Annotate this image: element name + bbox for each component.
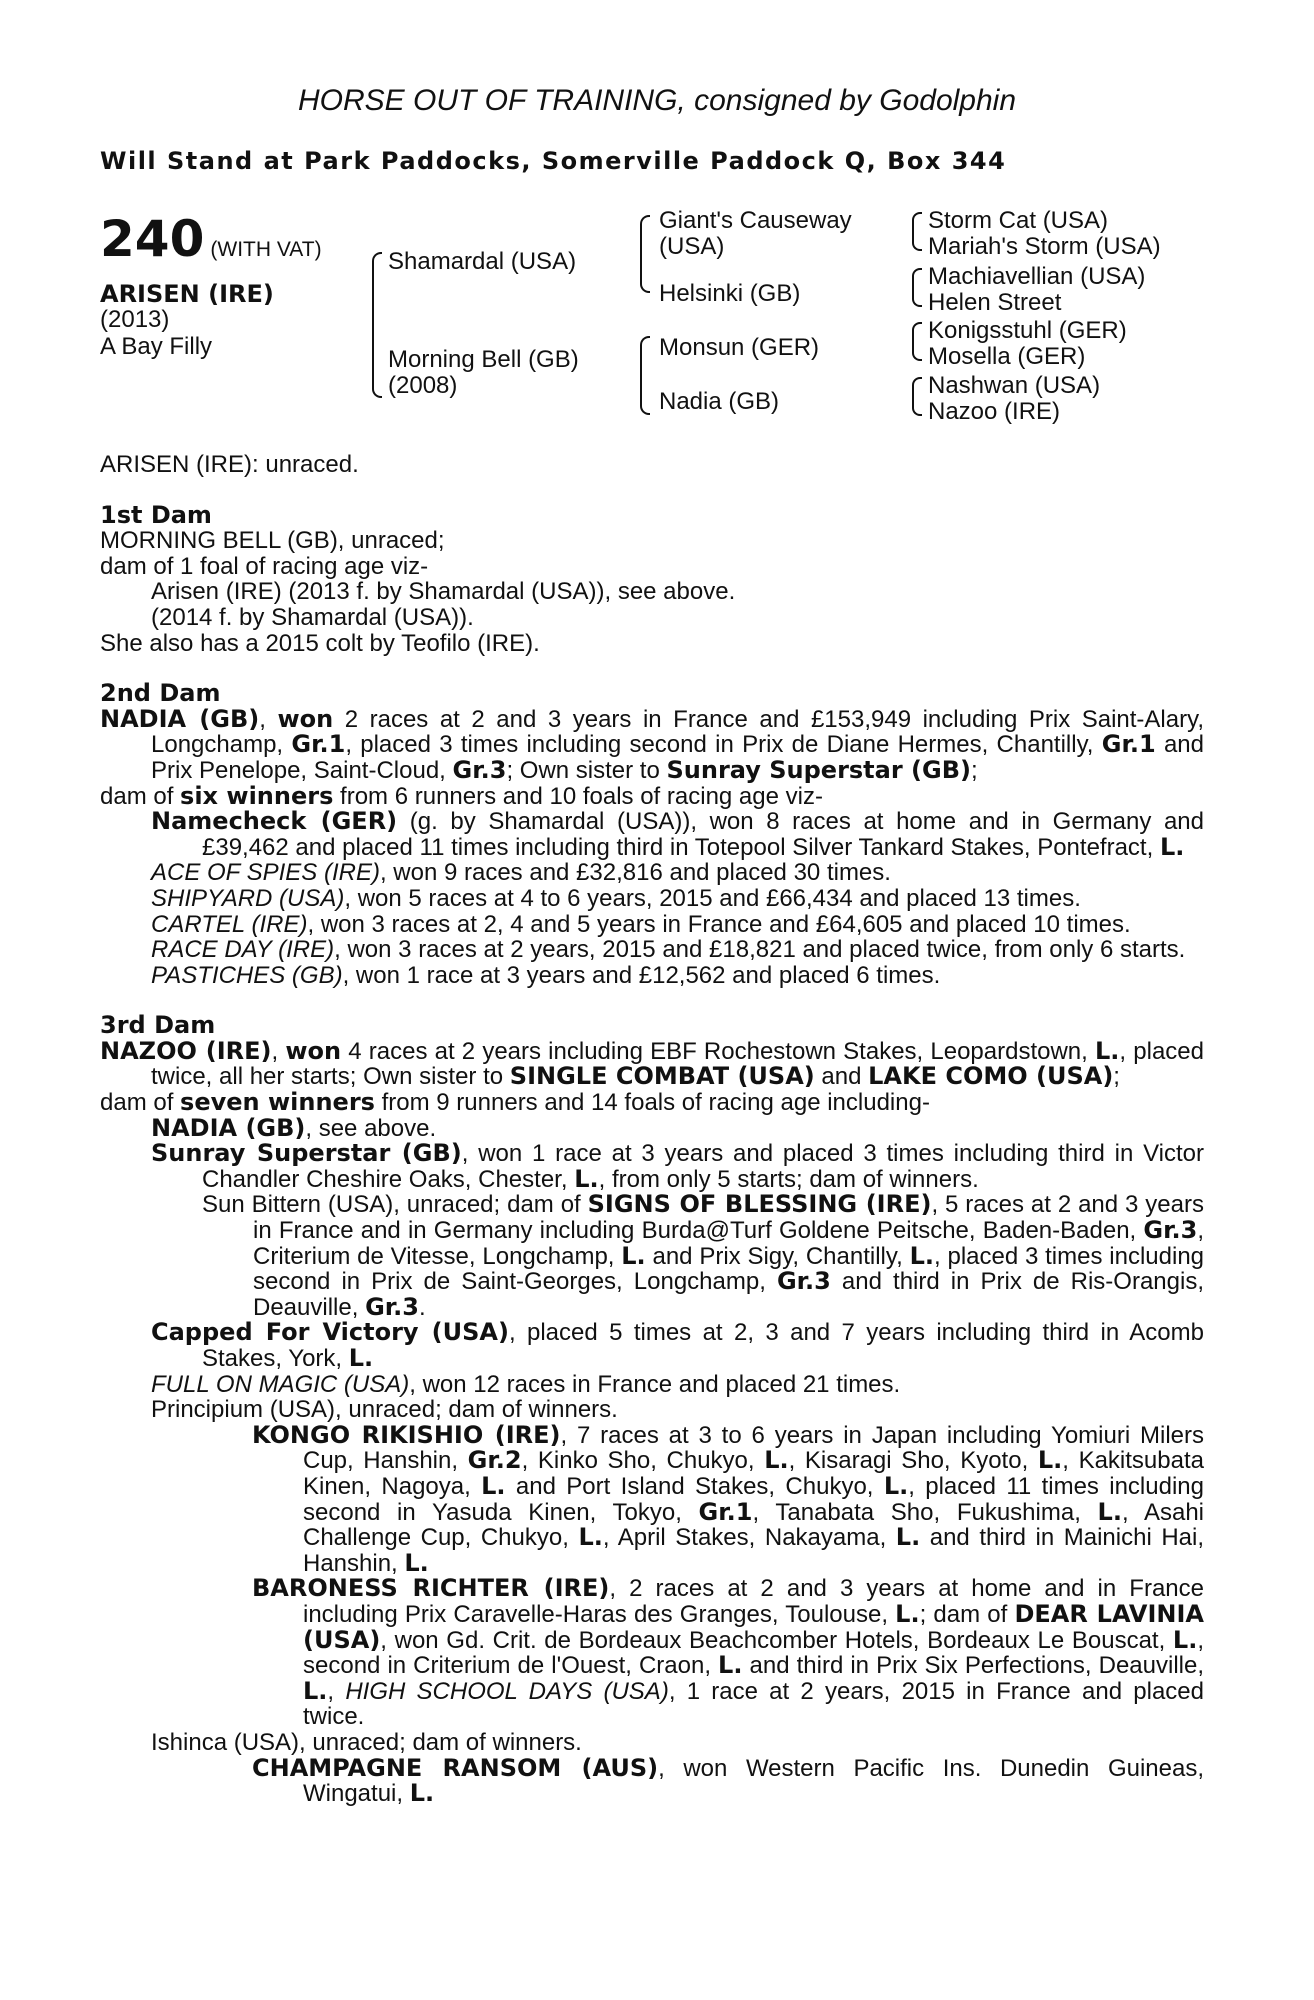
third-dam-foal-5: Principium (USA), unraced; dam of winners. (151, 1396, 618, 1424)
third-dam-foal-5-produce-1: KONGO RIKISHIO (IRE), 7 races at 3 to 6 years in Japan including Yomiuri Milers Cup, Hanshin, Gr.2, Kinko Sho, Chukyo, L., Kisaragi Sho, Kyoto, L., Kakitsubata Kinen, Nagoya, L. and Port Island Stakes, Chukyo, L., placed 11 times including second in Yasuda Kinen, Tokyo, Gr.1, Tanabata Sho, Fukushima, L., Asahi Challenge Cup, Chukyo, L., April Stakes, Nakayama, L. and third in Mainichi Hai, Hanshin, L. (252, 1420, 1205, 1577)
sire-sire-line1: Giant's Causeway (659, 207, 852, 234)
dd-brace (912, 377, 922, 416)
second-dam-entry: NADIA (GB), won 2 races at 2 and 3 years in France and £153,949 including Prix Saint-Alary, Longchamp, Gr.1, placed 3 times including second in Prix de Diane Hermes, Chantilly, Gr.1 and Prix Penelope, Saint-Cloud, Gr.3; Own sister to Sunray Superstar (GB); (100, 704, 1204, 784)
third-dam-entry: NAZOO (IRE), won 4 races at 2 years including EBF Rochestown Stakes, Leopardstown, L., placed twice, all her starts; Own sister to SINGLE COMBAT (USA) and LAKE COMO (USA); (100, 1036, 1204, 1091)
dam-dam: Nadia (GB) (659, 388, 780, 415)
third-dam-produce: dam of seven winners from 9 runners and 14 foals of racing age including- (100, 1088, 930, 1117)
third-dam-foal-6: Ishinca (USA), unraced; dam of winners. (151, 1728, 582, 1756)
second-dam-produce: dam of six winners from 6 runners and 10 foals of racing age viz- (100, 781, 823, 810)
second-dam-foal-4: CARTEL (IRE), won 3 races at 2, 4 and 5 years in France and £64,605 and placed 10 times. (151, 910, 1131, 938)
sds: Machiavellian (USA) (928, 263, 1146, 290)
ddd: Nazoo (IRE) (928, 398, 1061, 425)
third-dam-foal-4: FULL ON MAGIC (USA), won 12 races in France and placed 21 times. (151, 1370, 901, 1398)
stand-location: Will Stand at Park Paddocks, Somerville Paddock Q, Box 344 (100, 147, 1007, 175)
second-dam-heading: 2nd Dam (100, 679, 221, 708)
first-dam-line2: dam of 1 foal of racing age viz- (100, 552, 429, 580)
horse-description: A Bay Filly (100, 333, 213, 360)
page-title: HORSE OUT OF TRAINING, consigned by Godolphin (297, 84, 1017, 117)
ds-brace (912, 322, 922, 361)
sire-parents-brace (640, 215, 650, 293)
sire-dam: Helsinki (GB) (659, 280, 801, 307)
third-dam-foal-6-produce: CHAMPAGNE RANSOM (AUS), won Western Pacific Ins. Dunedin Guineas, Wingatui, L. (252, 1753, 1204, 1808)
third-dam-foal-2: Sunray Superstar (GB), won 1 race at 3 years and placed 3 times including third in Victor Chandler Cheshire Oaks, Chester, L., from only 5 starts; dam of winners. (151, 1139, 1204, 1193)
third-dam-heading: 3rd Dam (100, 1011, 216, 1040)
second-dam-foal-6: PASTICHES (GB), won 1 race at 3 years and £12,562 and placed 6 times. (151, 961, 941, 989)
first-dam-heading: 1st Dam (100, 500, 212, 529)
sss: Storm Cat (USA) (928, 207, 1109, 234)
ss-brace (912, 212, 922, 251)
lot-number-row (100, 210, 322, 268)
ssd: Mariah's Storm (USA) (928, 233, 1161, 260)
sd-brace (912, 268, 922, 307)
first-dam-line3: Arisen (IRE) (2013 f. by Shamardal (USA)), see above. (151, 578, 736, 606)
dam-sire: Monsun (GER) (659, 334, 820, 361)
sire: Shamardal (USA) (388, 248, 577, 275)
third-dam-foal-2-produce: Sun Bittern (USA), unraced; dam of SIGNS OF BLESSING (IRE), 5 races at 2 and 3 years in France and in Germany including Burda@Turf Goldene Peitsche, Baden-Baden, Gr.3, Criterium de Vitesse, Longchamp, L. and Prix Sigy, Chantilly, L., placed 3 times including second in Prix de Saint-Georges, Longchamp, Gr.3 and third in Prix de Ris-Orangis, Deauville, Gr.3. (202, 1190, 1205, 1321)
catalogue-body (100, 452, 1204, 1807)
third-dam-foal-1: NADIA (GB), see above. (151, 1113, 437, 1142)
summary: ARISEN (IRE): unraced. (100, 451, 359, 478)
sire-sire-line2: (USA) (659, 233, 725, 260)
vat-note: (WITH VAT) (210, 238, 322, 261)
first-dam-line5: She also has a 2015 colt by Teofilo (IRE). (100, 629, 540, 657)
dds: Nashwan (USA) (928, 372, 1101, 399)
dsd: Mosella (GER) (928, 343, 1086, 370)
dam-year: (2008) (388, 372, 458, 399)
sdd: Helen Street (928, 289, 1062, 316)
horse-year: (2013) (100, 306, 170, 333)
third-dam-foal-3: Capped For Victory (USA), placed 5 times at 2, 3 and 7 years including third in Acomb Stakes, York, L. (151, 1318, 1204, 1372)
second-dam-foal-3: SHIPYARD (USA), won 5 races at 4 to 6 years, 2015 and £66,434 and placed 13 times. (151, 884, 1081, 912)
second-dam-foal-1: Namecheck (GER) (g. by Shamardal (USA)), won 8 races at home and in Germany and £39,462 and placed 11 times including third in Totepool Silver Tankard Stakes, Pontefract, L. (151, 807, 1204, 861)
horse-name: ARISEN (IRE) (100, 280, 274, 308)
dam: Morning Bell (GB) (388, 346, 579, 373)
second-dam-foal-2: ACE OF SPIES (IRE), won 9 races and £32,816 and placed 30 times. (151, 859, 891, 887)
third-dam-foal-5-produce-2: BARONESS RICHTER (IRE), 2 races at 2 and 3 years at home and in France including Prix Caravelle-Haras des Granges, Toulouse, L.; dam of DEAR LAVINIA (USA), won Gd. Crit. de Bordeaux Beachcomber Hotels, Bordeaux Le Bouscat, L., second in Criterium de l'Ouest, Craon, L. and third in Prix Six Perfections, Deauville, L., HIGH SCHOOL DAYS (USA), 1 race at 2 years, 2015 in France and placed twice. (252, 1574, 1205, 1731)
lot-number: 240 (100, 210, 205, 268)
first-dam-line1: MORNING BELL (GB), unraced; (100, 527, 445, 555)
dss: Konigsstuhl (GER) (928, 317, 1127, 344)
sire-dam-brace (372, 252, 382, 398)
first-dam-line4: (2014 f. by Shamardal (USA)). (151, 603, 474, 631)
dam-parents-brace (640, 336, 650, 415)
second-dam-foal-5: RACE DAY (IRE), won 3 races at 2 years, 2015 and £18,821 and placed twice, from only 6 starts. (151, 936, 1186, 964)
